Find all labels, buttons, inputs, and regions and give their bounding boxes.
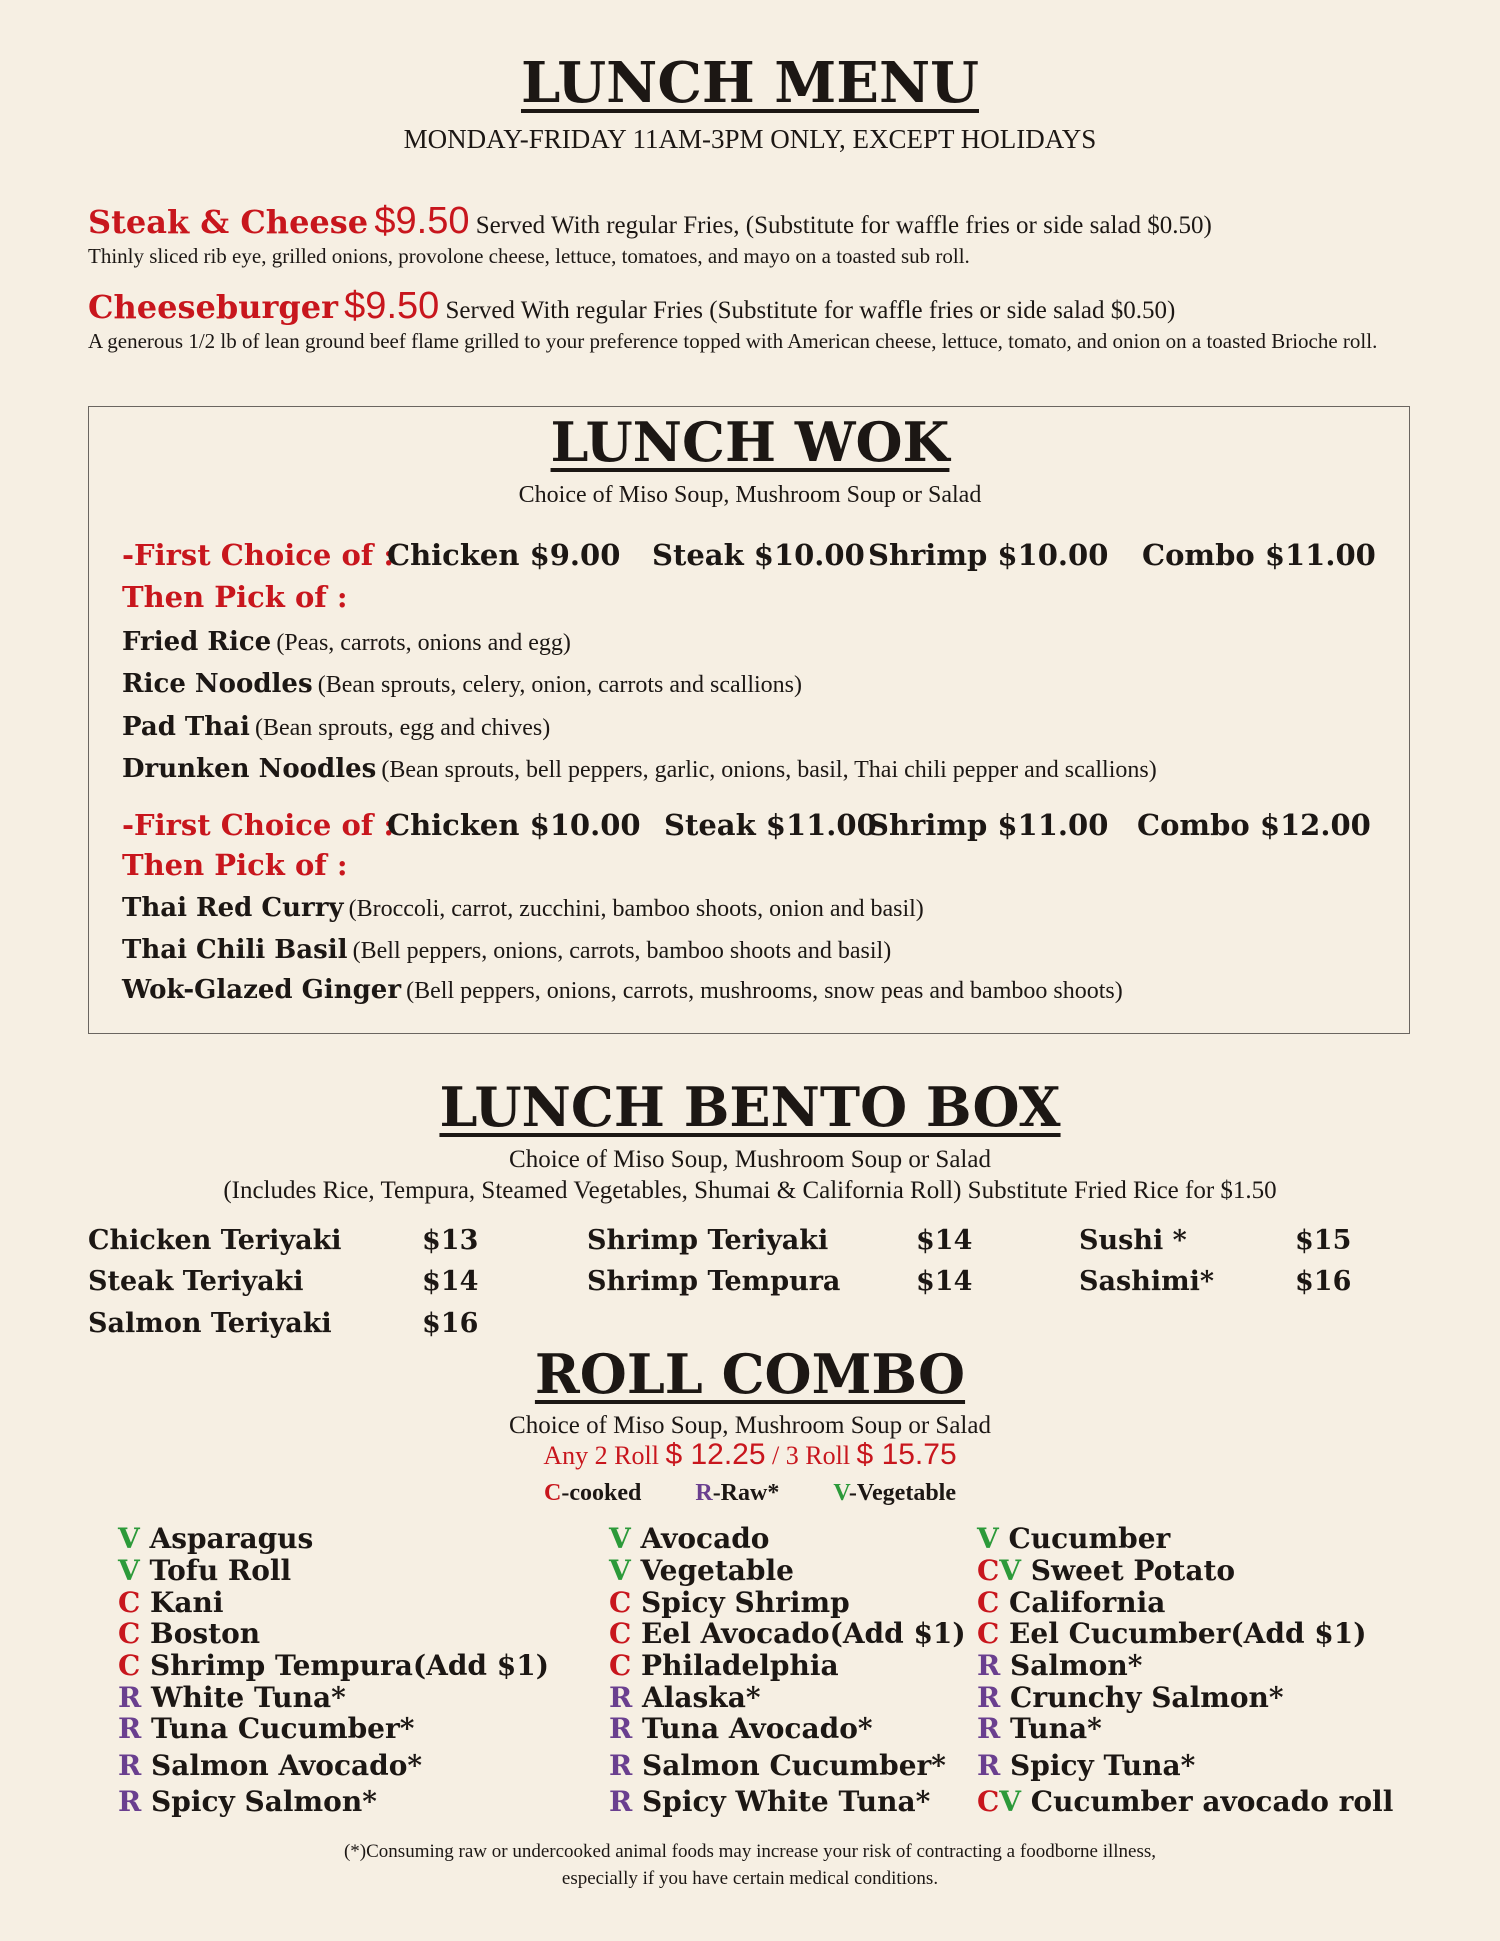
roll-item xyxy=(118,1586,224,1619)
roll-name: Salmon Avocado* xyxy=(141,1749,423,1782)
bento-item-price: $14 xyxy=(422,1266,479,1297)
wok-choice-row-2 xyxy=(122,808,1372,848)
roll-item xyxy=(609,1617,966,1650)
then-pick-label: Then Pick of : xyxy=(122,848,348,882)
roll-item xyxy=(609,1749,946,1782)
protein-option: Combo $11.00 xyxy=(1142,538,1376,572)
roll-item xyxy=(609,1586,850,1619)
roll-item xyxy=(977,1785,1393,1818)
item-note: Served With regular Fries, (Substitute for waffle fries or side salad $0.50) xyxy=(475,212,1212,239)
roll-item xyxy=(977,1586,1165,1619)
legend-cooked: C-cooked xyxy=(544,1480,642,1506)
wok-dish xyxy=(122,935,891,965)
item-description: Thinly sliced rib eye, grilled onions, provolone cheese, lettuce, tomatoes, and mayo on a toasted sub roll. xyxy=(88,244,970,268)
roll-type-code: CV xyxy=(977,1554,1022,1587)
roll-name: Tuna* xyxy=(1000,1712,1102,1745)
wok-dish xyxy=(122,754,1157,784)
wok-dish xyxy=(122,893,924,923)
roll-name: Shrimp Tempura(Add $1) xyxy=(140,1649,549,1682)
roll-item xyxy=(977,1554,1235,1587)
roll-type-code: R xyxy=(977,1712,1001,1745)
bento-subtitle: Choice of Miso Soup, Mushroom Soup or Salad xyxy=(509,1146,991,1173)
roll-type-code: R xyxy=(977,1681,1001,1714)
roll-item xyxy=(609,1554,794,1587)
roll-type-code: R xyxy=(118,1785,142,1818)
roll-name: Spicy Salmon* xyxy=(141,1785,377,1818)
bento-item-name: Steak Teriyaki xyxy=(88,1266,304,1297)
raw-food-disclaimer xyxy=(0,1838,1500,1892)
wok-dish xyxy=(122,669,802,699)
roll-item xyxy=(609,1649,839,1682)
dish-name: Wok-Glazed Ginger xyxy=(122,975,402,1005)
roll-type-code: V xyxy=(118,1554,140,1587)
bento-item-name: Chicken Teriyaki xyxy=(88,1225,342,1256)
footnote-line: especially if you have certain medical conditions. xyxy=(561,1868,939,1889)
roll-item xyxy=(118,1554,291,1587)
roll-item xyxy=(118,1749,422,1782)
bento-item-name: Sushi * xyxy=(1079,1225,1187,1256)
roll-item xyxy=(609,1522,769,1555)
roll-name: Salmon* xyxy=(1000,1649,1143,1682)
protein-option: Steak $11.00 xyxy=(664,808,877,842)
roll-combo-title: ROLL COMBO xyxy=(534,1342,966,1406)
bento-item-price: $16 xyxy=(422,1308,479,1339)
roll-type-code: R xyxy=(118,1681,142,1714)
wok-dish xyxy=(122,975,1123,1005)
roll-type-code: C xyxy=(609,1586,632,1619)
roll-type-code: C xyxy=(609,1649,632,1682)
roll-type-code: C xyxy=(118,1617,141,1650)
menu-item-cheeseburger xyxy=(88,285,1428,352)
bento-item-name: Sashimi* xyxy=(1079,1266,1215,1297)
roll-item xyxy=(977,1617,1367,1650)
protein-option: Chicken $10.00 xyxy=(387,808,641,842)
item-note: Served With regular Fries (Substitute for waffle fries or side salad $0.50) xyxy=(445,297,1176,324)
roll-item xyxy=(977,1681,1284,1714)
roll-item xyxy=(977,1522,1170,1555)
wok-choice-row-1 xyxy=(122,538,1376,578)
roll-type-code: V xyxy=(118,1522,140,1555)
dish-name: Drunken Noodles xyxy=(122,754,377,784)
bento-includes: (Includes Rice, Tempura, Steamed Vegetables, Shumai & California Roll) Substitute Fried Rice for $1.50 xyxy=(223,1177,1277,1204)
roll-name: Boston xyxy=(140,1617,261,1650)
dish-name: Pad Thai xyxy=(122,712,250,742)
price-label-2-roll: Any 2 Roll xyxy=(543,1441,659,1470)
legend-vegetable: V-Vegetable xyxy=(833,1480,956,1506)
roll-item xyxy=(118,1649,549,1682)
bento-item-price: $13 xyxy=(422,1225,479,1256)
item-name: Cheeseburger xyxy=(88,288,338,326)
roll-type-code: CV xyxy=(977,1785,1022,1818)
roll-type-code: R xyxy=(977,1649,1001,1682)
dish-name: Fried Rice xyxy=(122,627,272,657)
dish-description: (Bell peppers, onions, carrots, mushrooms, snow peas and bamboo shoots) xyxy=(406,978,1123,1004)
roll-type-code: R xyxy=(118,1712,142,1745)
roll-item xyxy=(118,1785,377,1818)
bento-item-name: Shrimp Teriyaki xyxy=(587,1225,829,1256)
wok-subtitle: Choice of Miso Soup, Mushroom Soup or Salad xyxy=(518,482,982,508)
roll-name: Kani xyxy=(140,1586,224,1619)
roll-item xyxy=(977,1749,1195,1782)
menu-item-steak-cheese xyxy=(88,200,1428,267)
roll-type-code: R xyxy=(609,1681,633,1714)
price-3-roll: $ 15.75 xyxy=(856,1438,957,1471)
roll-type-code: C xyxy=(609,1617,632,1650)
roll-name: Salmon Cucumber* xyxy=(632,1749,946,1782)
roll-name: Asparagus xyxy=(139,1522,314,1555)
roll-name: Spicy Tuna* xyxy=(1000,1749,1196,1782)
roll-name: White Tuna* xyxy=(141,1681,346,1714)
roll-name: California xyxy=(999,1586,1166,1619)
roll-pricing xyxy=(0,1438,1500,1472)
roll-name: Eel Cucumber(Add $1) xyxy=(999,1617,1367,1650)
first-choice-label: -First Choice of : xyxy=(122,808,395,842)
dish-description: (Bell peppers, onions, carrots, bamboo shoots and basil) xyxy=(352,938,892,964)
roll-name: Philadelphia xyxy=(631,1649,839,1682)
roll-item xyxy=(977,1712,1102,1745)
roll-subtitle: Choice of Miso Soup, Mushroom Soup or Salad xyxy=(509,1412,991,1439)
first-choice-label: -First Choice of : xyxy=(122,538,395,572)
roll-type-code: V xyxy=(609,1522,631,1555)
dish-description: (Broccoli, carrot, zucchini, bamboo shoots, onion and basil) xyxy=(348,896,924,922)
then-pick-label: Then Pick of : xyxy=(122,580,348,614)
legend-raw: R-Raw* xyxy=(695,1480,780,1506)
roll-name: Cucumber avocado roll xyxy=(1021,1785,1394,1818)
price-label-3-roll: / 3 Roll xyxy=(772,1441,851,1470)
item-price: $9.50 xyxy=(374,200,470,242)
roll-name: Avocado xyxy=(630,1522,770,1555)
roll-type-code: C xyxy=(977,1586,1000,1619)
roll-name: Spicy White Tuna* xyxy=(632,1785,931,1818)
roll-item xyxy=(118,1681,346,1714)
dish-description: (Bean sprouts, egg and chives) xyxy=(255,715,551,741)
protein-option: Chicken $9.00 xyxy=(387,538,621,572)
roll-item xyxy=(118,1617,260,1650)
roll-name: Eel Avocado(Add $1) xyxy=(631,1617,966,1650)
dish-description: (Bean sprouts, bell peppers, garlic, onions, basil, Thai chili pepper and scallions) xyxy=(381,757,1157,783)
roll-type-code: R xyxy=(609,1785,633,1818)
price-2-roll: $ 12.25 xyxy=(665,1438,766,1471)
roll-type-code: R xyxy=(977,1749,1001,1782)
item-description: A generous 1/2 lb of lean ground beef flame grilled to your preference topped with American cheese, lettuce, tomato, and onion on a toasted Brioche roll. xyxy=(88,329,1378,353)
dish-name: Rice Noodles xyxy=(122,669,313,699)
protein-option: Shrimp $11.00 xyxy=(868,808,1109,842)
roll-name: Spicy Shrimp xyxy=(631,1586,850,1619)
roll-item xyxy=(977,1649,1142,1682)
wok-title: LUNCH WOK xyxy=(550,410,950,474)
roll-name: Tuna Avocado* xyxy=(632,1712,873,1745)
roll-type-code: C xyxy=(118,1649,141,1682)
dish-name: Thai Red Curry xyxy=(122,893,344,923)
bento-item-price: $14 xyxy=(916,1225,973,1256)
roll-name: Tuna Cucumber* xyxy=(141,1712,415,1745)
roll-item xyxy=(118,1712,414,1745)
roll-type-code: C xyxy=(118,1586,141,1619)
protein-option: Shrimp $10.00 xyxy=(868,538,1109,572)
bento-item-price: $15 xyxy=(1295,1225,1352,1256)
protein-option: Steak $10.00 xyxy=(652,538,865,572)
bento-item-name: Shrimp Tempura xyxy=(587,1266,841,1297)
footnote-line: (*)Consuming raw or undercooked animal foods may increase your risk of contracting a foodborne illness, xyxy=(343,1841,1157,1862)
roll-item xyxy=(609,1785,930,1818)
roll-type-code: R xyxy=(118,1749,142,1782)
roll-name: Cucumber xyxy=(998,1522,1171,1555)
protein-option: Combo $12.00 xyxy=(1137,808,1371,842)
roll-name: Vegetable xyxy=(630,1554,794,1587)
item-name: Steak & Cheese xyxy=(88,203,369,241)
dish-description: (Peas, carrots, onions and egg) xyxy=(276,630,571,656)
bento-title: LUNCH BENTO BOX xyxy=(439,1075,1061,1139)
roll-item xyxy=(609,1681,760,1714)
roll-type-code: V xyxy=(609,1554,631,1587)
roll-type-code: R xyxy=(609,1712,633,1745)
roll-type-code: R xyxy=(609,1749,633,1782)
dish-name: Thai Chili Basil xyxy=(122,935,348,965)
page-title: LUNCH MENU xyxy=(520,50,979,116)
roll-name: Tofu Roll xyxy=(139,1554,292,1587)
roll-type-code: V xyxy=(977,1522,999,1555)
roll-name: Sweet Potato xyxy=(1021,1554,1236,1587)
roll-name: Alaska* xyxy=(632,1681,761,1714)
roll-name: Crunchy Salmon* xyxy=(1000,1681,1284,1714)
wok-dish xyxy=(122,627,571,657)
hours-note: MONDAY-FRIDAY 11AM-3PM ONLY, EXCEPT HOLIDAYS xyxy=(403,124,1097,154)
dish-description: (Bean sprouts, celery, onion, carrots and scallions) xyxy=(317,672,803,698)
wok-dish xyxy=(122,712,550,742)
bento-item-price: $16 xyxy=(1295,1266,1352,1297)
bento-item-name: Salmon Teriyaki xyxy=(88,1308,332,1339)
roll-item xyxy=(118,1522,313,1555)
roll-type-code: C xyxy=(977,1617,1000,1650)
bento-item-price: $14 xyxy=(916,1266,973,1297)
roll-legend xyxy=(0,1480,1500,1507)
item-price: $9.50 xyxy=(344,285,440,327)
roll-item xyxy=(609,1712,873,1745)
